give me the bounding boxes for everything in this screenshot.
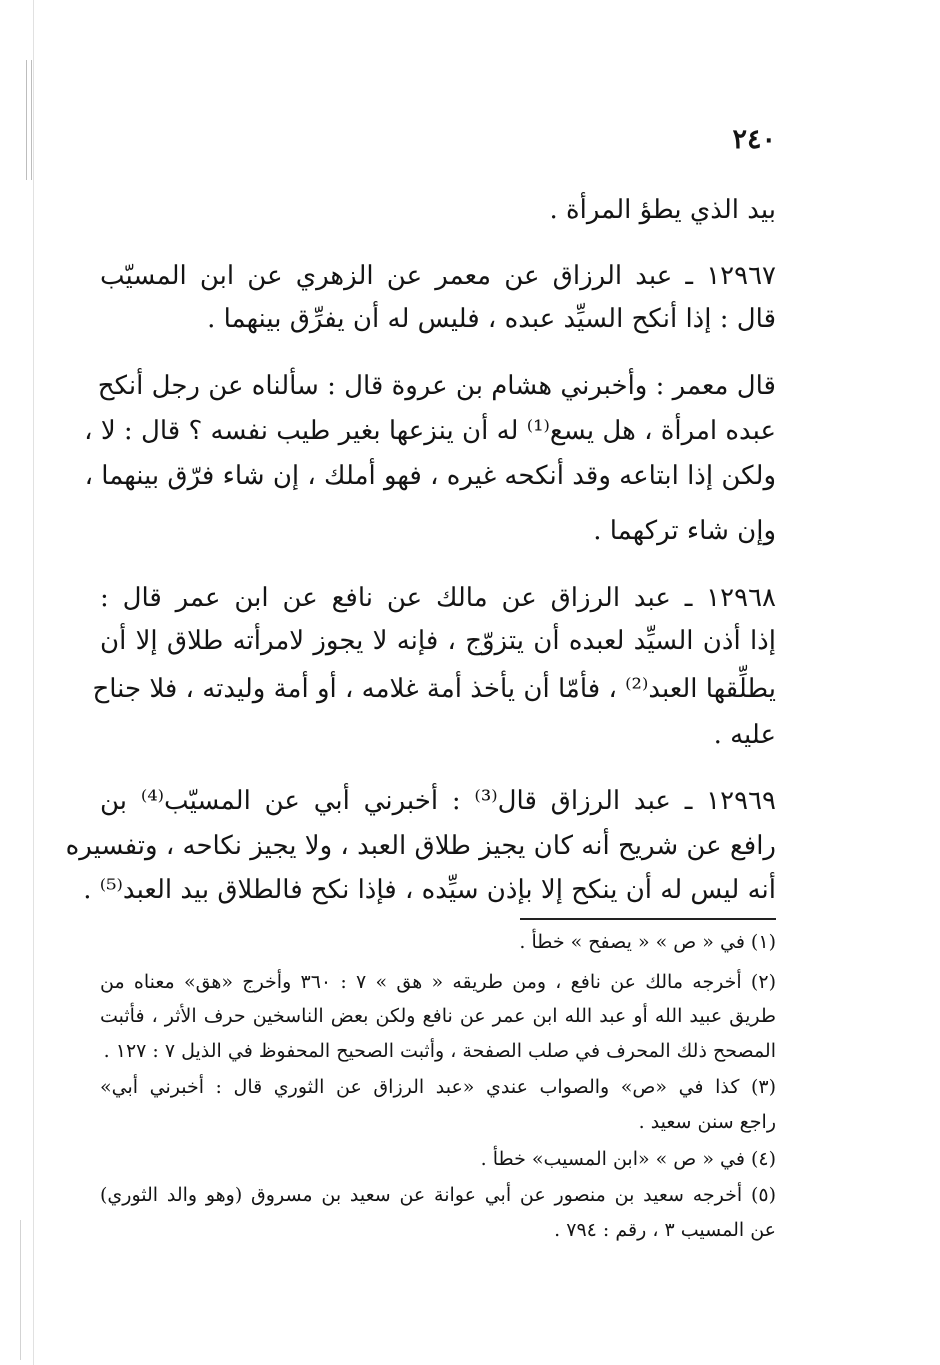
hadith-12967-line: ١٢٩٦٧ ـ عبد الرزاق عن معمر عن الزهري عن ابن المسيّب	[100, 261, 777, 291]
footnote-2-line: المصحح ذلك المحرف في صلب الصفحة ، وأثبت الصحيح المحفوظ في الذيل ٧ : ١٢٧ .	[103, 1040, 776, 1062]
scan-edge-line	[20, 1220, 21, 1360]
footnote-2-line: طريق عبيد الله أو عبد الله ابن عمر عن نافع ولكن بعض الناسخين حرف الأثر ، فأثبت	[100, 1005, 776, 1027]
hadith-12968-line: ١٢٩٦٨ ـ عبد الرزاق عن مالك عن نافع عن ابن عمر قال :	[100, 583, 776, 613]
hadith-12967-line: قال : إذا أنكح السيِّد عبده ، فليس له أن يفرِّق بينهما .	[207, 304, 776, 334]
footnote-4: (٤) في « ص » «ابن المسيب» خطأ .	[480, 1148, 776, 1170]
body-line: قال معمر : وأخبرني هشام بن عروة قال : سألناه عن رجل أنكح	[97, 371, 776, 401]
scan-edge-line	[26, 60, 27, 180]
footnote-1: (١) في « ص » « يصفح » خطأ .	[519, 931, 776, 953]
hadith-12969-line: رافع عن شريح أنه كان يجيز طلاق العبد ، ولا يجيز نكاحه ، وتفسيره	[65, 831, 776, 861]
page-number: ٢٤٠	[732, 124, 776, 155]
hadith-12968-line: عليه .	[713, 720, 776, 750]
footnote-5-line: عن المسيب ٣ ، رقم : ٧٩٤ .	[554, 1219, 776, 1241]
footnote-2-line: (٢) أخرجه مالك عن نافع ، ومن طريقه « هق » ٧ : ٣٦٠ وأخرج «هق» معناه من	[100, 971, 776, 993]
scan-edge-line	[33, 0, 34, 1365]
footnote-3-line: راجع سنن سعيد .	[638, 1111, 776, 1133]
hadith-12969-line: ١٢٩٦٩ ـ عبد الرزاق قال⁽³⁾ : أخبرني أبي عن المسيّب⁽⁴⁾ بن	[100, 786, 776, 816]
body-line: وإن شاء تركهما .	[593, 516, 776, 546]
scan-edge-line	[31, 60, 32, 180]
hadith-12968-line: يطلِّقها العبد⁽²⁾ ، فأمّا أن يأخذ أمة غلامه ، أو أمة وليدته ، فلا جناح	[92, 674, 776, 704]
body-line: ولكن إذا ابتاعه وقد أنكحه غيره ، فهو أملك ، إن شاء فرّق بينهما ،	[84, 461, 776, 491]
footnote-5-line: (٥) أخرجه سعيد بن منصور عن أبي عوانة عن سعيد بن مسروق (وهو والد الثوري)	[100, 1184, 776, 1206]
footnote-3-line: (٣) كذا في «ص» والصواب عندي «عبد الرزاق عن الثوري قال : أخبرني أبي»	[100, 1076, 776, 1098]
body-line: عبده امرأة ، هل يسع⁽¹⁾ له أن ينزعها بغير طيب نفسه ؟ قال : لا ،	[84, 416, 776, 446]
body-line: بيد الذي يطؤ المرأة .	[549, 195, 776, 225]
footnote-separator	[520, 918, 776, 920]
hadith-12969-line: أنه ليس له أن ينكح إلا بإذن سيِّده ، فإذا نكح فالطلاق بيد العبد⁽⁵⁾ .	[83, 875, 776, 905]
hadith-12968-line: إذا أذن السيِّد لعبده أن يتزوّج ، فإنه لا يجوز لامرأته طلاق إلا أن	[100, 626, 776, 656]
